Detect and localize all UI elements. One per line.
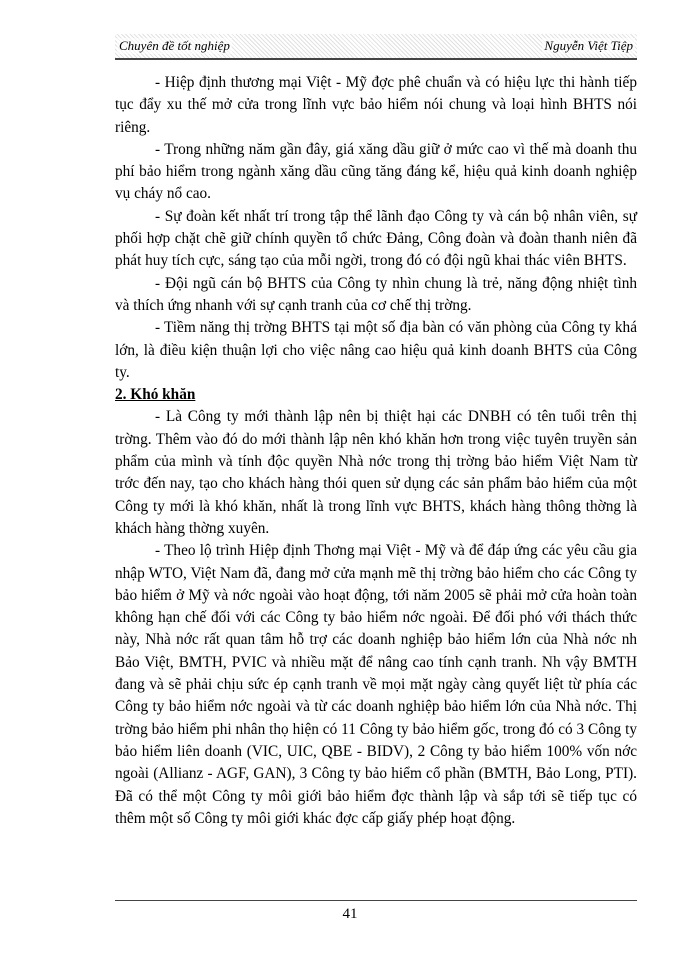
page-header: [115, 34, 637, 60]
paragraph: - Là Công ty mới thành lập nên bị thiệt hại các DNBH có tên tuổi trên thị trờng. Thêm vào đó do mới thành lập nên khó khăn hơn trong việc tuyên truyền sản phẩm của mình và tính độc quyền Nhà nớc trong thị trờng bảo hiểm Việt Nam từ trớc đến nay, tạo cho khách hàng thói quen sử dụng các sản phẩm bảo hiểm của một Công ty mới là khó khăn, nhất là trong lĩnh vực BHTS, khách hàng thông thờng là khách hàng thờng xuyên.: [115, 408, 637, 537]
paragraph: - Theo lộ trình Hiệp định Thơng mại Việt - Mỹ và để đáp ứng các yêu cầu gia nhập WTO, Việt Nam đã, đang mở cửa mạnh mẽ thị trờng bảo hiểm cho các Công ty bảo hiểm ở Mỹ và nớc ngoài vào hoạt động, tới năm 2005 sẽ phải mở cửa hoàn toàn không hạn chế đối với các Công ty bảo hiểm nớc ngoài. Để đối phó với thách thức này, Nhà nớc rất quan tâm hỗ trợ các doanh nghiệp bảo hiểm lớn của Nhà nớc nh Bảo Việt, BMTH, PVIC và nhiều mặt để nâng cao tính cạnh tranh. Nh vậy BMTH đang và sẽ phải chịu sức ép cạnh tranh về mọi mặt ngày càng quyết liệt từ phía các Công ty bảo hiểm nớc ngoài và từ các doanh nghiệp bảo hiểm lớn của Nhà nớc. Thị trờng bảo hiểm phi nhân thọ hiện có 11 Công ty bảo hiểm gốc, trong đó có 3 Công ty bảo hiểm liên doanh (VIC, UIC, QBE - BIDV), 2 Công ty bảo hiểm 100% vốn nớc ngoài (Allianz - AGF, GAN), 3 Công ty bảo hiểm cổ phần (BMTH, Bảo Long, PTI). Đã có thể một Công ty môi giới bảo hiểm đợc thành lập và sắp tới sẽ tiếp tục có thêm một số Công ty môi giới khác đợc cấp giấy phép hoạt động.: [115, 542, 637, 827]
section-heading: 2. Khó khăn: [115, 386, 196, 404]
document-body: [115, 72, 637, 830]
paragraph: - Sự đoàn kết nhất trí trong tập thể lãnh đạo Công ty và cán bộ nhân viên, sự phối hợp chặt chẽ giữ chính quyền tổ chức Đảng, Công đoàn và đoàn thanh niên đã phát huy tích cực, sáng tạo của mỗi ngời, trong đó có đội ngũ khai thác viên BHTS.: [115, 207, 637, 270]
header-document-title: Chuyên đề tốt nghiệp: [119, 38, 230, 53]
paragraph: - Hiệp định thương mại Việt - Mỹ đợc phê chuẩn và có hiệu lực thi hành tiếp tục đẩy xu thế mở cửa trong lĩnh vực bảo hiểm nói chung và loại hình BHTS nói riêng.: [115, 74, 637, 136]
paragraph: - Đội ngũ cán bộ BHTS của Công ty nhìn chung là trẻ, năng động nhiệt tình và thích ứng nhanh với sự cạnh tranh của cơ chế thị trờng.: [115, 274, 637, 314]
header-author-name: Nguyễn Việt Tiệp: [544, 38, 633, 53]
paragraph: - Tiềm năng thị trờng BHTS tại một số địa bàn có văn phòng của Công ty khá lớn, là điều kiện thuận lợi cho việc nâng cao hiệu quả kinh doanh BHTS của Công ty.: [115, 319, 637, 381]
page-number: 41: [342, 906, 358, 922]
footer-divider: [115, 900, 637, 901]
paragraph: - Trong những năm gần đây, giá xăng dầu giữ ở mức cao vì thế mà doanh thu phí bảo hiểm trong ngành xăng dầu cũng tăng đáng kể, hiệu quả kinh doanh nghiệp vụ cháy nổ cao.: [115, 140, 637, 203]
